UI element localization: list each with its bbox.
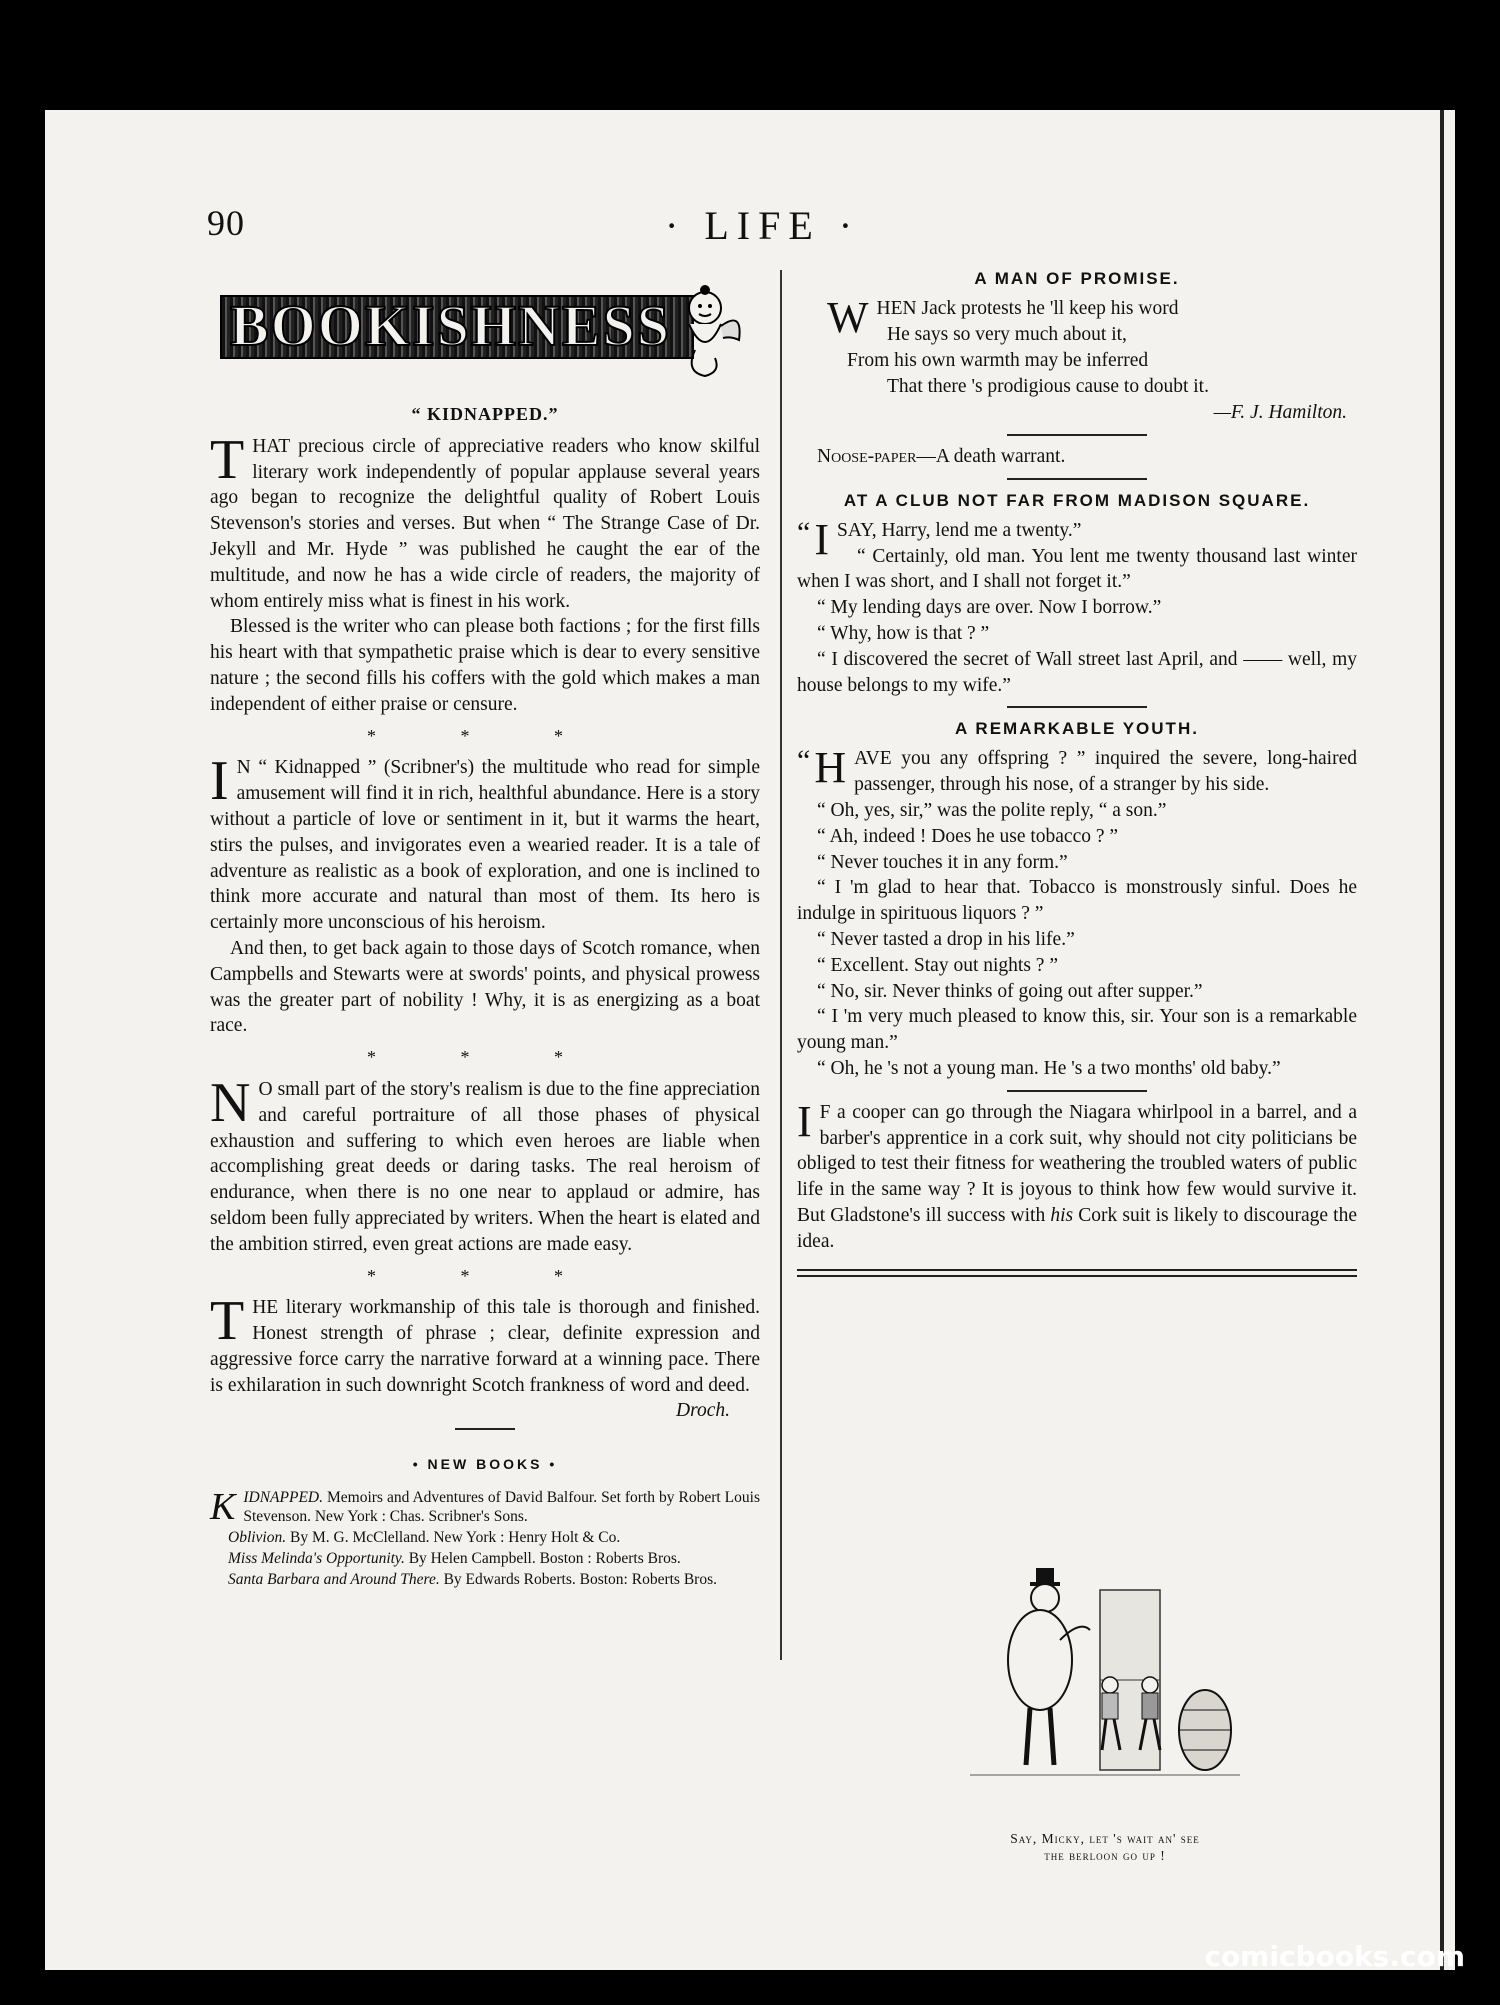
new-books-heading: • NEW BOOKS •	[412, 1456, 558, 1473]
book-list	[210, 1488, 760, 1589]
paragraph: “ Certainly, old man. You lent me twenty thousand last winter when I was short, and I shall not forget it.”	[797, 545, 1357, 593]
magazine-page	[45, 110, 1455, 1970]
page-spine	[1440, 110, 1444, 1970]
poem	[797, 293, 1357, 426]
divider	[455, 1428, 515, 1430]
divider	[1007, 706, 1147, 708]
divider	[1007, 434, 1147, 436]
paragraph: “ Why, how is that ? ”	[817, 622, 990, 644]
drop-cap: N	[210, 1071, 251, 1134]
paragraph: THE literary workmanship of this tale is thorough and finished. Honest strength of phrase ; clear, definite expression and aggressive force carry the narrative forward at a winning pace. There is exhilaration in such downright Scotch frankness of word and deed. Droch.	[210, 1295, 760, 1398]
paragraph: “ Oh, he 's not a young man. He 's a two months' old baby.”	[817, 1057, 1281, 1079]
paragraph: Blessed is the writer who can please both factions ; for the first fills his heart with that sympathetic praise which is dear to every sensitive nature ; the second fills his coffers with the gold which makes a man independent of either praise or censure.	[210, 616, 760, 715]
article-title: “ KIDNAPPED.”	[411, 404, 559, 424]
drop-cap: I	[797, 1096, 812, 1146]
poem-attribution: —F. J. Hamilton.	[1213, 402, 1347, 423]
paragraph: “ I SAY, Harry, lend me a twenty.”	[797, 514, 1082, 564]
poem-line: That there 's prodigious cause to doubt it.	[887, 376, 1209, 397]
youth-title: A REMARKABLE YOUTH.	[955, 719, 1199, 739]
section-break: * * *	[367, 1047, 603, 1068]
club-title: AT A CLUB NOT FAR FROM MADISON SQUARE.	[843, 490, 1311, 510]
paragraph: “ Never tasted a drop in his life.”	[817, 928, 1075, 950]
signature: Droch.	[676, 1400, 730, 1422]
poem-line: From his own warmth may be inferred	[847, 350, 1149, 371]
section-break: * * *	[367, 1265, 603, 1286]
paragraph: THAT precious circle of appreciative readers who know skilful literary work independently of popular applause several years ago began to recognize the delightful quality of Robert Louis Stevenson's stories and verses. But when “ The Strange Case of Dr. Jekyll and Mr. Hyde ” was published he caught the ear of the multitude, and now he has a wide circle of readers, the majority of whom entirely miss what is finest in his work.	[210, 428, 760, 612]
double-divider	[797, 1269, 1357, 1277]
paragraph: “ Oh, yes, sir,” was the polite reply, “ a son.”	[817, 799, 1167, 821]
paragraph: I N “ Kidnapped ” (Scribner's) the multitude who read for simple amusement will find it in rich, healthful abundance. Here is a story without a particle of love or sentiment in it, but it warms the heart, stirs the pulses, and invigorates even a wearied reader. It is a tale of adventure as realistic as a book of exploration, and one is inclined to think more accurate and natural than most of them. Its hero is certainly more unconscious of his heroism.	[210, 750, 760, 934]
cartoon-illustration	[950, 1560, 1250, 1820]
drop-cap: I	[814, 514, 829, 564]
cherub-icon	[665, 280, 745, 380]
cartoon-caption: Say, Micky, let 's wait an' see the berloon go up !	[1010, 1831, 1200, 1863]
drop-cap: I	[210, 750, 229, 813]
page-number: 90	[207, 203, 245, 243]
definition: Noose-paper—A death warrant.	[817, 446, 1066, 467]
list-item: Oblivion. By M. G. McClelland. New York : Henry Holt & Co.	[228, 1529, 621, 1547]
drop-cap: W	[827, 293, 869, 342]
left-column	[210, 275, 760, 1591]
list-item: Santa Barbara and Around There. By Edwards Roberts. Boston: Roberts Bros.	[228, 1571, 717, 1589]
drop-cap: T	[210, 1290, 245, 1353]
paragraph: “ I 'm very much pleased to know this, sir. Your son is a remarkable young man.”	[797, 1006, 1357, 1054]
list-item: KIDNAPPED. Memoirs and Adventures of David Balfour. Set forth by Robert Louis Stevenson. New York : Chas. Scribner's Sons.	[210, 1486, 760, 1529]
drop-cap: H	[814, 743, 847, 793]
paragraph: “ Excellent. Stay out nights ? ”	[817, 954, 1058, 976]
paragraph: “ My lending days are over. Now I borrow.”	[817, 597, 1162, 619]
paragraph: “ I 'm glad to hear that. Tobacco is monstrously sinful. Does he indulge in spirituous liquors ? ”	[797, 877, 1357, 925]
paragraph: And then, to get back again to those days of Scotch romance, when Campbells and Stewarts were at swords' points, and physical prowess was the greater part of nobility ! Why, it is as energizing as a boat race.	[210, 937, 760, 1037]
divider	[1007, 1090, 1147, 1092]
column-divider	[780, 270, 782, 1660]
paragraph: “ Never touches it in any form.”	[817, 851, 1068, 873]
paragraph: “ I discovered the secret of Wall street last April, and —— well, my house belongs to my wife.”	[797, 648, 1357, 696]
poem-line: WHEN Jack protests he 'll keep his word	[827, 293, 1179, 342]
banner-title: BOOKISHNESS	[230, 293, 672, 358]
divider	[1007, 478, 1147, 480]
poem-line: He says so very much about it,	[887, 324, 1127, 345]
paragraph: “ H AVE you any offspring ? ” inquired the severe, long-haired passenger, through his nose, of a stranger by his side.	[797, 743, 1357, 796]
paragraph: “ No, sir. Never thinks of going out after supper.”	[817, 980, 1203, 1002]
paragraph: “ Ah, indeed ! Does he use tobacco ? ”	[817, 825, 1119, 847]
section-break: * * *	[367, 725, 603, 746]
drop-cap: K	[210, 1486, 236, 1529]
list-item: Miss Melinda's Opportunity. By Helen Campbell. Boston : Roberts Bros.	[228, 1550, 681, 1568]
paragraph: N O small part of the story's realism is due to the fine appreciation and careful portraiture of all those phases of physical exhaustion and suffering to which even heroes are liable when accomplishing great deeds or daring tasks. The real heroism of endurance, when there is no one near to applaud or admire, has seldom been fully appreciated by writers. When the heart is elated and the ambition stirred, even great actions are made easy.	[210, 1071, 760, 1255]
poem-title: A MAN OF PROMISE.	[974, 269, 1180, 288]
watermark: comicbooks.com	[1204, 1940, 1465, 1973]
paragraph: I F a cooper can go through the Niagara whirlpool in a barrel, and a barber's apprentice in a cork suit, why should not city politicians be obliged to test their fitness for weathering the troubled waters of public life in the same way ? It is joyous to think how few would survive it. But Gladstone's ill success with his Cork suit is likely to discourage the idea.	[797, 1096, 1357, 1252]
drop-cap: T	[210, 428, 245, 491]
masthead: · LIFE ·	[665, 203, 861, 248]
right-column	[797, 260, 1357, 1291]
bookishness-banner	[210, 275, 750, 390]
